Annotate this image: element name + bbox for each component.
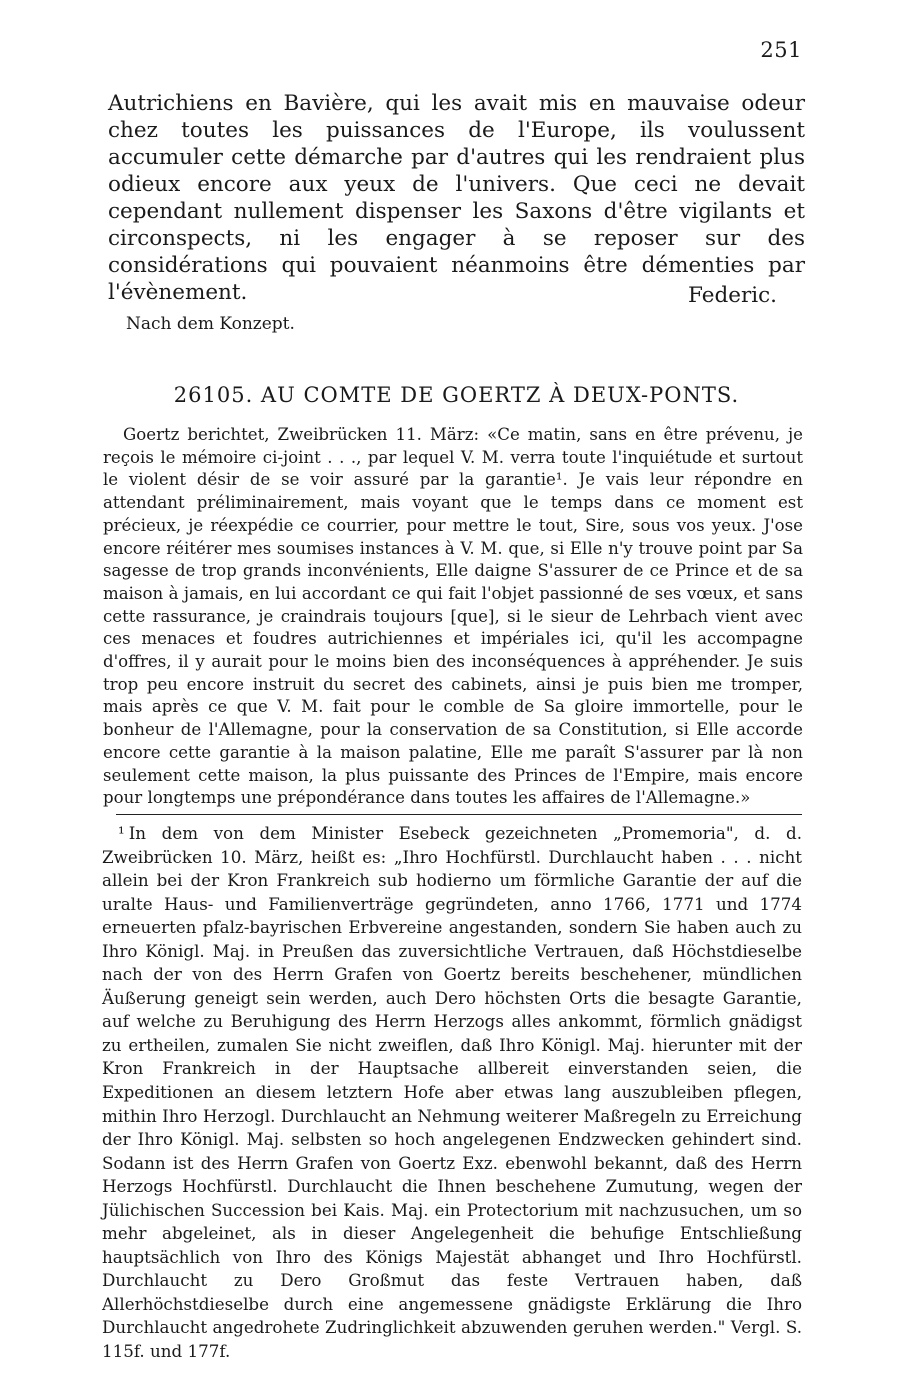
footnote-marker: ¹ <box>118 823 125 843</box>
footnote <box>102 822 802 1364</box>
page-number: 251 <box>760 38 802 62</box>
source-note: Nach dem Konzept. <box>126 314 295 334</box>
footnote-divider <box>116 814 802 815</box>
report-text: Goertz berichtet, Zweibrücken 11. März: «Ce matin, sans en être prévenu, je reçois le mémoire ci-joint . . ., par lequel V. M. verra toute l'inquiétude et surtout le violent désir de se voir assuré par la garantie¹. Je vais leur répondre en attendant préliminairement, mais voyant que le temps dans ce moment est précieux, je réexpédie ce courrier, pour mettre le tout, Sire, sous vos yeux. J'ose encore réitérer mes soumises instances à V. M. que, si Elle n'y trouve point par Sa sagesse de trop grands inconvénients, Elle daigne S'assurer de ce Prince et de sa maison à jamais, en lui accordant ce qui fait l'objet passionné de ses vœux, et sans cette rassurance, je craindrais toujours [que], si le sieur de Lehrbach vient avec ces menaces et foudres autrichiennes et impériales ici, qu'il les accompagne d'offres, il y aurait pour le moins bien des inconséquences à appréhender. Je suis trop peu encore instruit du secret des cabinets, ainsi je puis bien me tromper, mais après ce que V. M. fait pour le comble de Sa gloire immortelle, pour le bonheur de l'Allemagne, pour la conservation de sa Constitution, si Elle accorde encore cette garantie à la maison palatine, Elle me paraît S'assurer par là non seulement cette maison, la plus puissante des Princes de l'Empire, mais encore pour longtemps une prépondérance dans toutes les affaires de l'Allemagne.» <box>103 425 803 808</box>
signature: Federic. <box>688 283 777 308</box>
letter-body-text: Autrichiens en Bavière, qui les avait mis en mauvaise odeur chez toutes les puissances de l'Europe, ils voulussent accumuler cette démarche par d'autres qui les rendraient plus odieux encore aux yeux de l'univers. Que ceci ne devait cependant nullement dispenser les Saxons d'être vigilants et circonspects, ni les engager à se reposer sur des considérations qui pouvaient néanmoins être démenties par l'évènement. <box>108 91 805 305</box>
footnote-text: In dem von dem Minister Esebeck gezeichneten „Promemoria", d. d. Zweibrücken 10. März, heißt es: „Ihro Hochfürstl. Durchlaucht haben . . . nicht allein bei der Kron Frankreich sub hodierno um förmliche Garantie der auf die uralte Haus- und Familienverträge gegründeten, anno 1766, 1771 und 1774 erneuerten pfalz-bayrischen Erbvereine angestanden, sondern Sie haben auch zu Ihro Königl. Maj. in Preußen das zuversichtliche Vertrauen, daß Höchstdieselbe nach der von des Herrn Grafen von Goertz bereits beschehener, mündlichen Äußerung geneigt sein werden, auch Dero höchsten Orts die besagte Garantie, auf welche zu Beruhigung des Herrn Herzogs alles ankommt, förmlich gnädigst zu ertheilen, zumalen Sie nicht zweiflen, daß Ihro Königl. Maj. hierunter mit der Kron Frankreich in der Hauptsache allbereit einverstanden seien, die Expeditionen an diesem letztern Hofe aber etwas lang auszubleiben pflegen, mithin Ihro Herzogl. Durchlaucht an Nehmung weiterer Maßregeln zu Erreichung der Ihro Königl. Maj. selbsten so hoch angelegenen Endzwecken gehindert sind. Sodann ist des Herrn Grafen von Goertz Exz. ebenwohl bekannt, daß des Herrn Herzogs Hochfürstl. Durchlaucht die Ihnen beschehene Zumutung, wegen der Jülichischen Succession bei Kais. Maj. ein Protectorium mit nachzusuchen, um so mehr abgeleinet, als in dieser Angelegenheit die behufige Entschließung hauptsächlich von Ihro des Königs Majestät abhanget und Ihro Hochfürstl. Durchlaucht zu Dero Großmut das feste Vertrauen haben, daß Allerhöchstdieselbe durch eine angemessene gnädigste Erklärung die Ihro Durchlaucht angedrohete Zudringlichkeit abzuwenden geruhen werden." Vergl. S. 115f. und 177f. <box>102 823 802 1362</box>
letter-heading: 26105. AU COMTE DE GOERTZ À DEUX-PONTS. <box>173 383 740 407</box>
